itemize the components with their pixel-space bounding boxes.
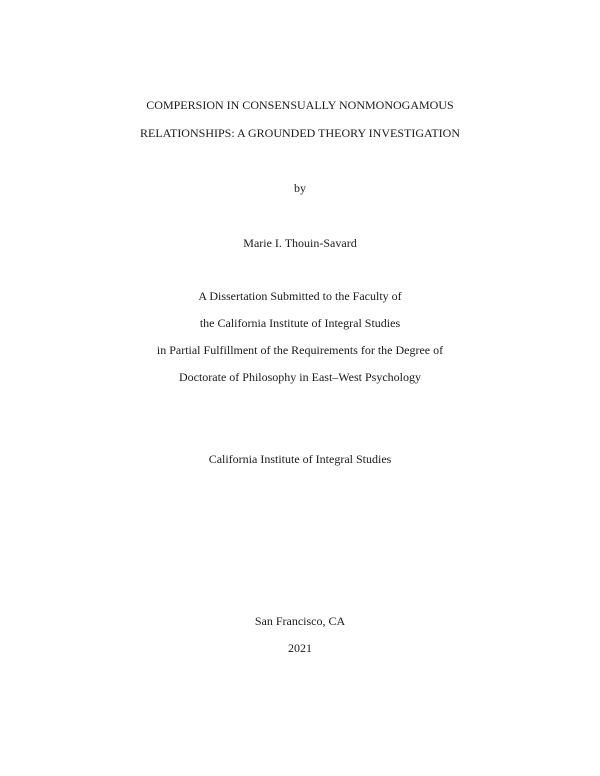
submission-statement-line-3: in Partial Fulfillment of the Requirements for the Degree of bbox=[156, 343, 444, 357]
location: San Francisco, CA bbox=[254, 614, 346, 628]
by-text: by bbox=[294, 181, 306, 195]
dissertation-title-line-1: COMPERSION IN CONSENSUALLY NONMONOGAMOUS bbox=[146, 98, 454, 112]
submission-statement-line-2: the California Institute of Integral Studies bbox=[199, 316, 401, 330]
submission-statement-line-4: Doctorate of Philosophy in East–West Psychology bbox=[178, 370, 421, 384]
institution-name: California Institute of Integral Studies bbox=[208, 452, 392, 466]
author-name: Marie I. Thouin-Savard bbox=[243, 236, 357, 250]
dissertation-title-line-2: RELATIONSHIPS: A GROUNDED THEORY INVESTIGATION bbox=[139, 126, 460, 140]
year: 2021 bbox=[288, 641, 312, 655]
submission-statement-line-1: A Dissertation Submitted to the Faculty of bbox=[198, 289, 402, 303]
